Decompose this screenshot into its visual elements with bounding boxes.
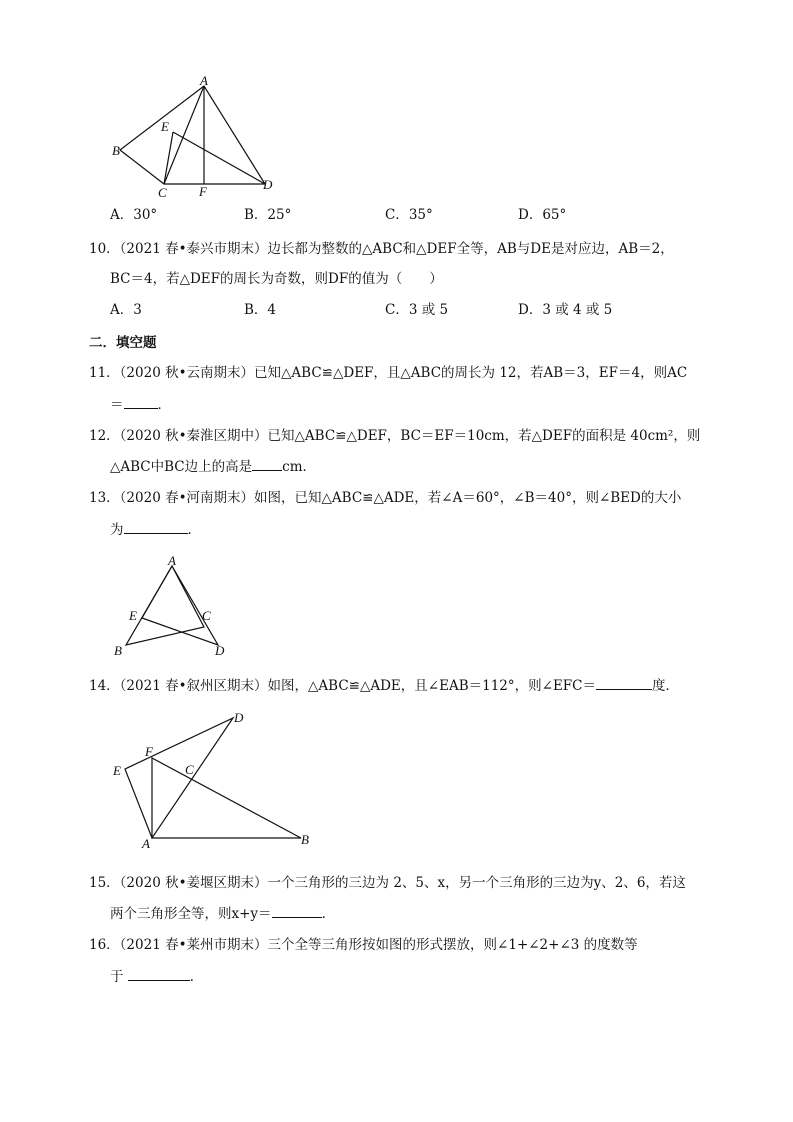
fig13-label-b: B <box>114 643 122 658</box>
fig13-label-a: A <box>168 553 176 568</box>
q15-suffix: ． <box>321 906 336 922</box>
q16-text-line2 <box>110 967 203 986</box>
q12-text-line1: 12．（2020 秋•秦淮区期中）已知△ABC≌△DEF，BC＝EF＝10cm，若△DEF的面积是 40cm²，则 <box>89 428 701 444</box>
fig13-label-c: C <box>202 608 211 623</box>
q11-suffix: ． <box>157 397 171 413</box>
q12-text-line2 <box>110 457 316 476</box>
question-9-figure <box>100 72 290 200</box>
q16-text-line1: 16．（2021 春•莱州市期末）三个全等三角形按如图的形式摆放，则∠1+∠2+∠3 的度数等 <box>89 937 638 953</box>
fig9-edge-b-a-d <box>120 86 265 184</box>
question-14-figure <box>105 705 320 855</box>
q10-option-a: A．3 <box>110 302 142 318</box>
fig9-label-c: C <box>158 185 167 200</box>
q10-option-c: C．3 或 5 <box>385 302 449 318</box>
q13-answer-blank[interactable] <box>124 520 188 534</box>
fig9-edge-b-c-d <box>120 150 265 184</box>
q11-prefix: ＝ <box>110 397 124 413</box>
fig9-label-e: E <box>161 119 169 134</box>
q11-text-line2 <box>110 395 171 414</box>
q14-answer-blank[interactable] <box>596 676 652 690</box>
q10-text-line2: BC＝4，若△DEF的周长为奇数，则DF的值为（ ） <box>110 271 443 287</box>
q14-text-line1 <box>89 676 679 695</box>
q9-option-c: C．35° <box>385 207 433 223</box>
fig14-label-a: A <box>142 836 150 851</box>
fig9-label-d: D <box>263 177 273 192</box>
q9-option-a: A．30° <box>110 207 158 223</box>
q13-suffix: ． <box>187 522 201 538</box>
q13-text-line2 <box>110 520 201 539</box>
q10-option-d: D．3 或 4 或 5 <box>518 302 613 318</box>
fig14-triangle-ade <box>125 718 233 838</box>
q14-prefix: 14．（2021 春•叙州区期末）如图，△ABC≌△ADE，且∠EAB＝112°，则∠EFC＝ <box>89 678 597 694</box>
section-heading-fill-in: 二．填空题 <box>89 335 157 351</box>
q12-answer-blank[interactable] <box>252 457 282 471</box>
q16-prefix: 于 <box>110 969 128 985</box>
q10-text-line1: 10．（2021 春•泰兴市期末）边长都为整数的△ABC和△DEF全等，AB与DE是对应边，AB＝2， <box>89 241 674 257</box>
question-13-figure <box>108 552 238 662</box>
fig14-label-e: E <box>113 763 121 778</box>
q9-option-d: D．65° <box>518 207 567 223</box>
q9-option-b: B．25° <box>244 207 292 223</box>
q15-text-line1: 15．（2020 秋•姜堰区期末）一个三角形的三边为 2、5、x，另一个三角形的三边为y、2、6，若这 <box>89 875 686 891</box>
q13-prefix: 为 <box>110 522 124 538</box>
q15-answer-blank[interactable] <box>272 904 322 918</box>
q15-prefix: 两个三角形全等，则x+y＝ <box>110 906 272 922</box>
fig14-label-f: F <box>145 744 153 759</box>
q13-text-line1: 13．（2020 春•河南期末）如图，已知△ABC≌△ADE，若∠A＝60°，∠B＝40°，则∠BED的大小 <box>89 490 682 506</box>
q14-suffix: 度． <box>652 678 680 694</box>
q12-suffix: cm． <box>282 459 317 475</box>
fig14-label-c: C <box>185 762 194 777</box>
q12-prefix: △ABC中BC边上的高是 <box>110 459 253 475</box>
fig13-label-e: E <box>129 608 137 623</box>
fig9-edge-c-e <box>164 132 173 184</box>
fig14-label-b: B <box>301 832 309 847</box>
fig9-label-f: F <box>199 184 207 199</box>
fig13-label-d: D <box>215 643 225 658</box>
q11-text-line1: 11．（2020 秋•云南期末）已知△ABC≌△DEF，且△ABC的周长为 12，若AB＝3，EF＝4，则AC <box>89 365 688 381</box>
fig14-label-d: D <box>234 710 244 725</box>
q15-text-line2 <box>110 904 335 923</box>
q16-answer-blank[interactable] <box>128 967 190 981</box>
fig9-edge-e-d <box>173 132 265 184</box>
fig14-triangle-abc <box>152 758 301 838</box>
q11-answer-blank[interactable] <box>124 395 158 409</box>
q10-option-b: B．4 <box>244 302 277 318</box>
fig9-label-b: B <box>112 143 120 158</box>
fig9-label-a: A <box>200 73 208 88</box>
q16-suffix: ． <box>189 969 204 985</box>
